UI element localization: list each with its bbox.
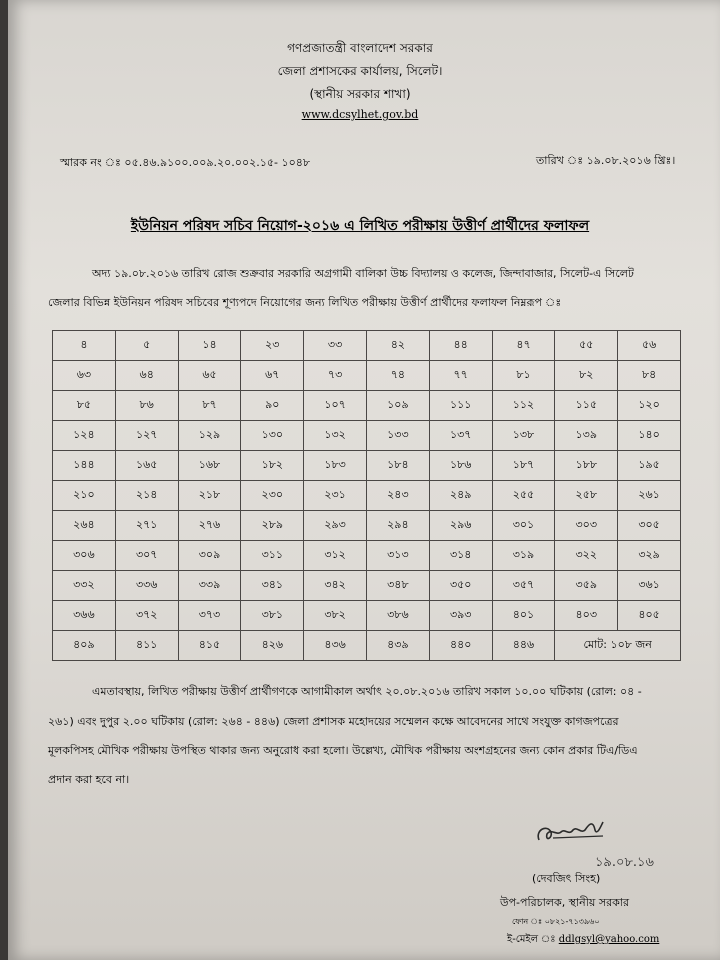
table-row (53, 391, 681, 421)
roll-cell: ৩৮৬ (366, 601, 429, 631)
roll-cell: ১৩২ (304, 421, 367, 451)
roll-cell: ৩৬৬ (53, 601, 116, 631)
roll-cell: ৪০৫ (618, 601, 681, 631)
roll-cell: ১১২ (492, 391, 555, 421)
roll-cell: ৬৫ (178, 361, 241, 391)
roll-cell: ১৩৩ (366, 421, 429, 451)
roll-cell: ১৮৭ (492, 451, 555, 481)
roll-cell: ৫৬ (618, 331, 681, 361)
roll-cell: ২৯৩ (304, 511, 367, 541)
roll-cell: ১৪০ (618, 421, 681, 451)
roll-cell: ১৯৫ (618, 451, 681, 481)
notice-line-2: ২৬১) এবং দুপুর ২.০০ ঘটিকায় (রোল: ২৬৪ - ৪৪৬) জেলা প্রশাসক মহোদয়ের সম্মেলন কক্ষে আবেদনের সাথে সংযুক্ত কাগজপত্রের (48, 715, 619, 728)
roll-cell: ৩৩২ (53, 571, 116, 601)
roll-cell: ২১৮ (178, 481, 241, 511)
roll-cell: ২৬৪ (53, 511, 116, 541)
roll-cell: ১২৯ (178, 421, 241, 451)
roll-cell: ৩৩ (304, 331, 367, 361)
roll-cell: ৮৭ (178, 391, 241, 421)
roll-cell: ৪০৯ (53, 631, 116, 661)
roll-cell: ৭৩ (304, 361, 367, 391)
roll-cell: ৪১৫ (178, 631, 241, 661)
roll-cell: ১০৯ (366, 391, 429, 421)
roll-cell: ১৮৮ (555, 451, 618, 481)
roll-cell: ৩০৬ (53, 541, 116, 571)
intro-line-2: জেলার বিভিন্ন ইউনিয়ন পরিষদ সচিবের শূণ্যপদে নিয়োগের জন্য লিখিত পরীক্ষায় উত্তীর্ণ প্রার্থীদের ফলাফল নিম্নরূপ ঃ (48, 296, 562, 309)
roll-cell: ১২৭ (115, 421, 178, 451)
intro-line-1: অদ্য ১৯.০৮.২০১৬ তারিখ রোজ শুক্রবার সরকারি অগ্রগামী বালিকা উচ্চ বিদ্যালয় ও কলেজ, জিন্দাবাজার, সিলেট-এ সিলেট (92, 267, 634, 280)
roll-cell: ২৩১ (304, 481, 367, 511)
roll-cell: ৪৪০ (429, 631, 492, 661)
roll-cell: ২৩০ (241, 481, 304, 511)
roll-cell: ৪১১ (115, 631, 178, 661)
roll-cell: ২৩ (241, 331, 304, 361)
roll-cell: ৪২ (366, 331, 429, 361)
roll-cell: ৪০৩ (555, 601, 618, 631)
notice-line-1: এমতাবস্থায়, লিখিত পরীক্ষায় উত্তীর্ণ প্রার্থীগণকে আগামীকাল অর্থাৎ ২০.০৮.২০১৬ তারিখ সকাল ১০.০০ ঘটিকায় (রোল: ০৪ - (92, 685, 642, 698)
roll-cell: ৪০১ (492, 601, 555, 631)
document-date: তারিখ ঃ ১৯.০৮.২০১৬ খ্রিঃ। (536, 154, 676, 167)
roll-cell: ৬৭ (241, 361, 304, 391)
memo-number: স্মারক নং ঃ ০৫.৪৬.৯১০০.০০৯.২০.০০২.১৫- ১০৪৮ (60, 156, 311, 169)
roll-cell: ২৬১ (618, 481, 681, 511)
table-row (53, 631, 681, 661)
roll-cell: ৩৫৯ (555, 571, 618, 601)
table-row (53, 331, 681, 361)
signatory-name: (দেবজিৎ সিংহ) (532, 872, 601, 885)
roll-cell: ২৫৮ (555, 481, 618, 511)
roll-cell: ২৯৪ (366, 511, 429, 541)
roll-cell: ৩১৩ (366, 541, 429, 571)
roll-cell: ১২০ (618, 391, 681, 421)
signatory-phone: ফোন ঃ ০৮২১-৭১৩৯৬০ (512, 917, 600, 926)
roll-cell: ৪৩৬ (304, 631, 367, 661)
roll-cell: ১২৪ (53, 421, 116, 451)
roll-cell: ১৩৮ (492, 421, 555, 451)
roll-cell: ৩৪৮ (366, 571, 429, 601)
roll-cell: ৮৪ (618, 361, 681, 391)
roll-cell: ১৮৬ (429, 451, 492, 481)
roll-cell: ২৪৩ (366, 481, 429, 511)
roll-cell: ৩০৩ (555, 511, 618, 541)
email-label: ই-মেইল ঃ (507, 934, 556, 945)
roll-cell: ৩৮২ (304, 601, 367, 631)
roll-cell: ২৯৬ (429, 511, 492, 541)
roll-cell: ৩০৯ (178, 541, 241, 571)
table-row (53, 421, 681, 451)
roll-cell: ২৪৯ (429, 481, 492, 511)
roll-cell: ২৮৯ (241, 511, 304, 541)
table-row (53, 601, 681, 631)
roll-cell: ৬৩ (53, 361, 116, 391)
header-website: www.dcsylhet.gov.bd (301, 108, 419, 121)
header-government: গণপ্রজাতন্ত্রী বাংলাদেশ সরকার (287, 41, 433, 55)
roll-cell: ৩৭৩ (178, 601, 241, 631)
roll-cell: ৭৭ (429, 361, 492, 391)
table-row (53, 571, 681, 601)
roll-cell: ৩৪২ (304, 571, 367, 601)
roll-cell: ২১৪ (115, 481, 178, 511)
signatory-email-line (507, 932, 659, 949)
roll-cell: ৪ (53, 331, 116, 361)
roll-cell: ১৮২ (241, 451, 304, 481)
results-table (52, 330, 681, 661)
roll-cell: ৪৩৯ (366, 631, 429, 661)
roll-cell: ৪৪ (429, 331, 492, 361)
signatory-title: উপ-পরিচালক, স্থানীয় সরকার (500, 896, 630, 909)
roll-cell: ৪৭ (492, 331, 555, 361)
roll-cell: ২৭৬ (178, 511, 241, 541)
roll-cell: ১৮৩ (304, 451, 367, 481)
roll-cell: ৩৫০ (429, 571, 492, 601)
handwritten-signature (533, 818, 663, 878)
roll-cell: ২১০ (53, 481, 116, 511)
email-address: ddlgsyl@yahoo.com (558, 934, 660, 945)
roll-cell: ২৫৫ (492, 481, 555, 511)
roll-cell: ১৬৮ (178, 451, 241, 481)
roll-cell: ৮২ (555, 361, 618, 391)
roll-cell: ৩৫৭ (492, 571, 555, 601)
roll-cell: ১৩৭ (429, 421, 492, 451)
roll-cell: ৩৪১ (241, 571, 304, 601)
total-count: মোট: ১০৮ জন (555, 631, 681, 661)
table-row (53, 361, 681, 391)
roll-cell: ৩০১ (492, 511, 555, 541)
roll-cell: ১৪ (178, 331, 241, 361)
notice-line-3: মূলকপিসহ মৌখিক পরীক্ষায় উপস্থিত থাকার জন্য অনুরোধ করা হলো। উল্লেখ্য, মৌখিক পরীক্ষায় অংশগ্রহনের জন্য কোন প্রকার টিএ/ডিএ (48, 744, 638, 757)
roll-cell: ৩৬১ (618, 571, 681, 601)
roll-cell: ১৬৫ (115, 451, 178, 481)
roll-cell: ৩২৯ (618, 541, 681, 571)
roll-cell: ১৪৪ (53, 451, 116, 481)
header-branch: (স্থানীয় সরকার শাখা) (309, 87, 411, 101)
roll-cell: ৩১৪ (429, 541, 492, 571)
roll-cell: ৩১২ (304, 541, 367, 571)
roll-cell: ৮৫ (53, 391, 116, 421)
roll-cell: ৩৮১ (241, 601, 304, 631)
roll-cell: ৮১ (492, 361, 555, 391)
roll-cell: ১৩৯ (555, 421, 618, 451)
roll-cell: ৪২৬ (241, 631, 304, 661)
roll-cell: ৩৩৬ (115, 571, 178, 601)
roll-cell: ৯০ (241, 391, 304, 421)
signature-date: ১৯.০৮.১৬ (595, 855, 654, 870)
roll-cell: ৩০৭ (115, 541, 178, 571)
roll-cell: ৬৪ (115, 361, 178, 391)
notice-line-4: প্রদান করা হবে না। (48, 773, 130, 786)
roll-cell: ৩১৯ (492, 541, 555, 571)
roll-cell: ১০৭ (304, 391, 367, 421)
subject-heading: ইউনিয়ন পরিষদ সচিব নিয়োগ-২০১৬ এ লিখিত পরীক্ষায় উত্তীর্ণ প্রার্থীদের ফলাফল (130, 218, 590, 234)
roll-cell: ১৩০ (241, 421, 304, 451)
roll-cell: ৩৩৯ (178, 571, 241, 601)
roll-cell: ৫৫ (555, 331, 618, 361)
table-row (53, 511, 681, 541)
header-office: জেলা প্রশাসকের কার্যালয়, সিলেট। (277, 64, 443, 78)
roll-cell: ২৭১ (115, 511, 178, 541)
roll-cell: ৩২২ (555, 541, 618, 571)
roll-cell: ১৮৪ (366, 451, 429, 481)
roll-cell: ৫ (115, 331, 178, 361)
roll-cell: ৪৪৬ (492, 631, 555, 661)
roll-cell: ১১৫ (555, 391, 618, 421)
roll-cell: ৩৯৩ (429, 601, 492, 631)
roll-cell: ৩১১ (241, 541, 304, 571)
table-row (53, 541, 681, 571)
roll-cell: ৩৭২ (115, 601, 178, 631)
roll-cell: ১১১ (429, 391, 492, 421)
roll-cell: ৩০৫ (618, 511, 681, 541)
table-row (53, 481, 681, 511)
table-row (53, 451, 681, 481)
roll-cell: ৮৬ (115, 391, 178, 421)
roll-cell: ৭৪ (366, 361, 429, 391)
